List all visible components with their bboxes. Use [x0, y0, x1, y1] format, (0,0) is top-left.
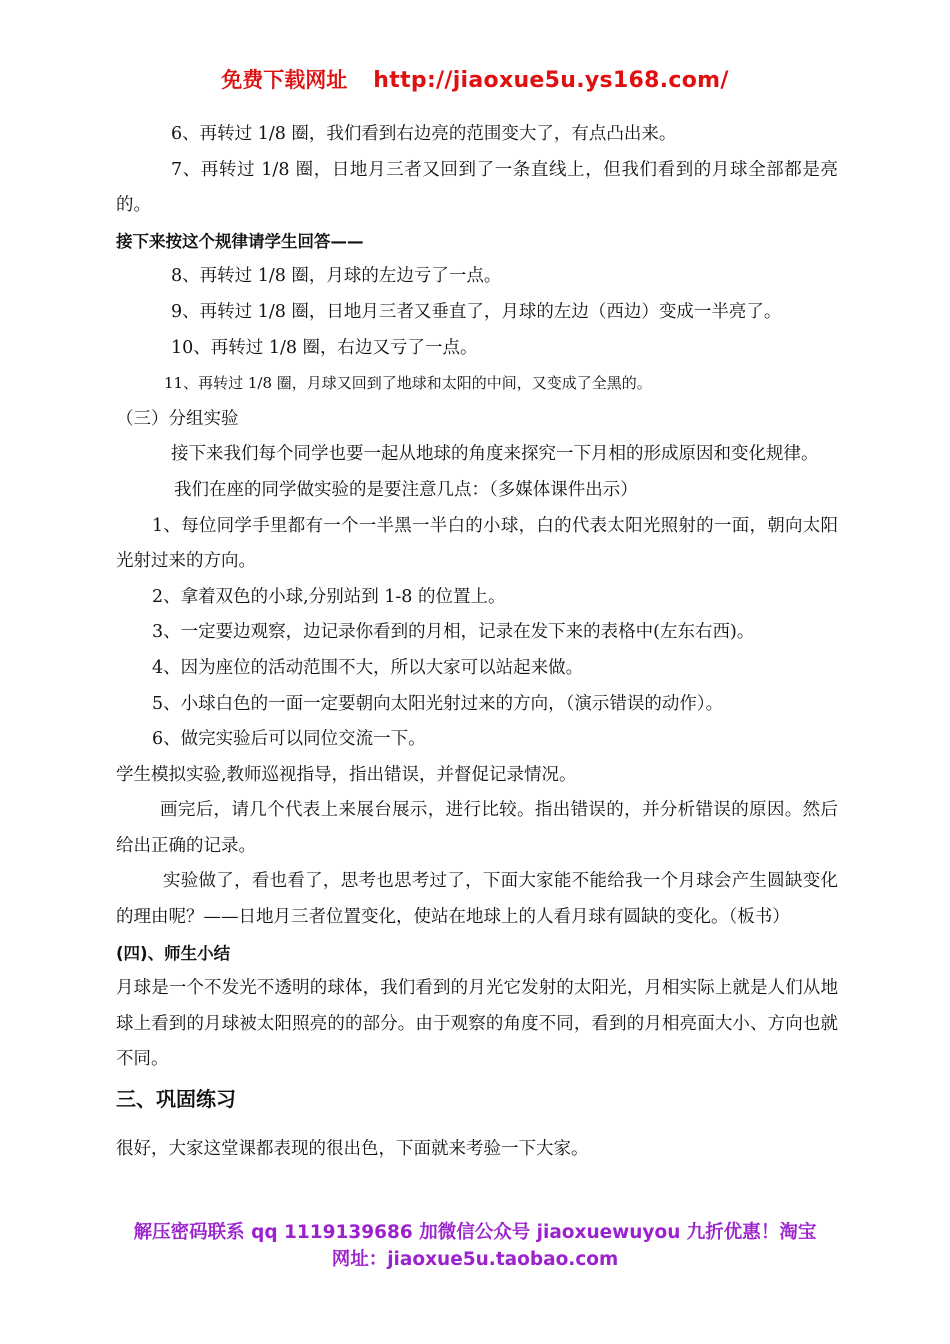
section-label: 接下来按这个规律请学生回答—— — [116, 231, 364, 251]
paragraph: 画完后，请几个代表上来展台展示，进行比较。指出错误的，并分析错误的原因。然后给出正确的记录。 — [116, 800, 838, 856]
paragraph: 我们在座的同学做实验的是要注意几点：（多媒体课件出示） — [174, 479, 638, 500]
paragraph: 实验做了，看也看了，思考也思考过了，下面大家能不能给我一个月球会产生圆缺变化的理由呢？——日地月三者位置变化，使站在地球上的人看月球有圆缺的变化。（板书） — [116, 871, 838, 928]
paragraph: 8、再转过 1/8 圈，月球的左边亏了一点。 — [171, 266, 502, 287]
section-heading: (四)、师生小结 — [116, 943, 231, 963]
paragraph: 6、再转过 1/8 圈，我们看到右边亮的范围变大了，有点凸出来。 — [171, 124, 677, 144]
paragraph: 7、再转过 1/8 圈，日地月三者又回到了一条直线上，但我们看到的月球全部都是亮的。 — [116, 159, 838, 216]
paragraph: 4、因为座位的活动范围不大，所以大家可以站起来做。 — [152, 657, 584, 678]
document-body — [116, 117, 838, 1162]
paragraph: 很好，大家这堂课都表现的很出色，下面就来考验一下大家。 — [116, 1139, 589, 1160]
paragraph: 2、拿着双色的小球,分别站到 1-8 的位置上。 — [152, 586, 506, 607]
paragraph: 3、一定要边观察，边记录你看到的月相，记录在发下来的表格中(左东右西)。 — [152, 622, 755, 643]
header-url[interactable]: http://jiaoxue5u.ys168.com/ — [373, 68, 729, 93]
footer-link[interactable]: 网址：jiaoxue5u.taobao.com — [331, 1249, 619, 1270]
paragraph: 10、再转过 1/8 圈，右边又亏了一点。 — [171, 337, 478, 358]
page-header — [0, 64, 950, 94]
paragraph: 5、小球白色的一面一定要朝向太阳光射过来的方向，（演示错误的动作）。 — [152, 693, 724, 714]
footer-line: 解压密码联系 qq 1119139686 加微信公众号 jiaoxuewuyou 九折优惠！淘宝 — [133, 1222, 817, 1243]
chapter-heading: 三、巩固练习 — [116, 1087, 236, 1112]
paragraph: 6、做完实验后可以同位交流一下。 — [152, 729, 426, 750]
paragraph: 月球是一个不发光不透明的球体，我们看到的月光它发射的太阳光，月相实际上就是人们从地球上看到的月球被太阳照亮的的部分。由于观察的角度不同，看到的月相亮面大小、方向也就不同。 — [116, 978, 838, 1070]
paragraph: 接下来我们每个同学也要一起从地球的角度来探究一下月相的形成原因和变化规律。 — [171, 444, 819, 465]
page-footer — [0, 1219, 950, 1273]
paragraph: 学生模拟实验,教师巡视指导，指出错误，并督促记录情况。 — [116, 764, 577, 785]
paragraph: 11、再转过 1/8 圈，月球又回到了地球和太阳的中间，又变成了全黑的。 — [164, 374, 652, 393]
paragraph: 1、每位同学手里都有一个一半黑一半白的小球，白的代表太阳光照射的一面，朝向太阳光射过来的方向。 — [116, 515, 838, 572]
header-label: 免费下载网址 — [221, 68, 348, 92]
paragraph: 9、再转过 1/8 圈，日地月三者又垂直了，月球的左边（西边）变成一半亮了。 — [171, 301, 782, 322]
section-heading: （三）分组实验 — [116, 408, 239, 429]
